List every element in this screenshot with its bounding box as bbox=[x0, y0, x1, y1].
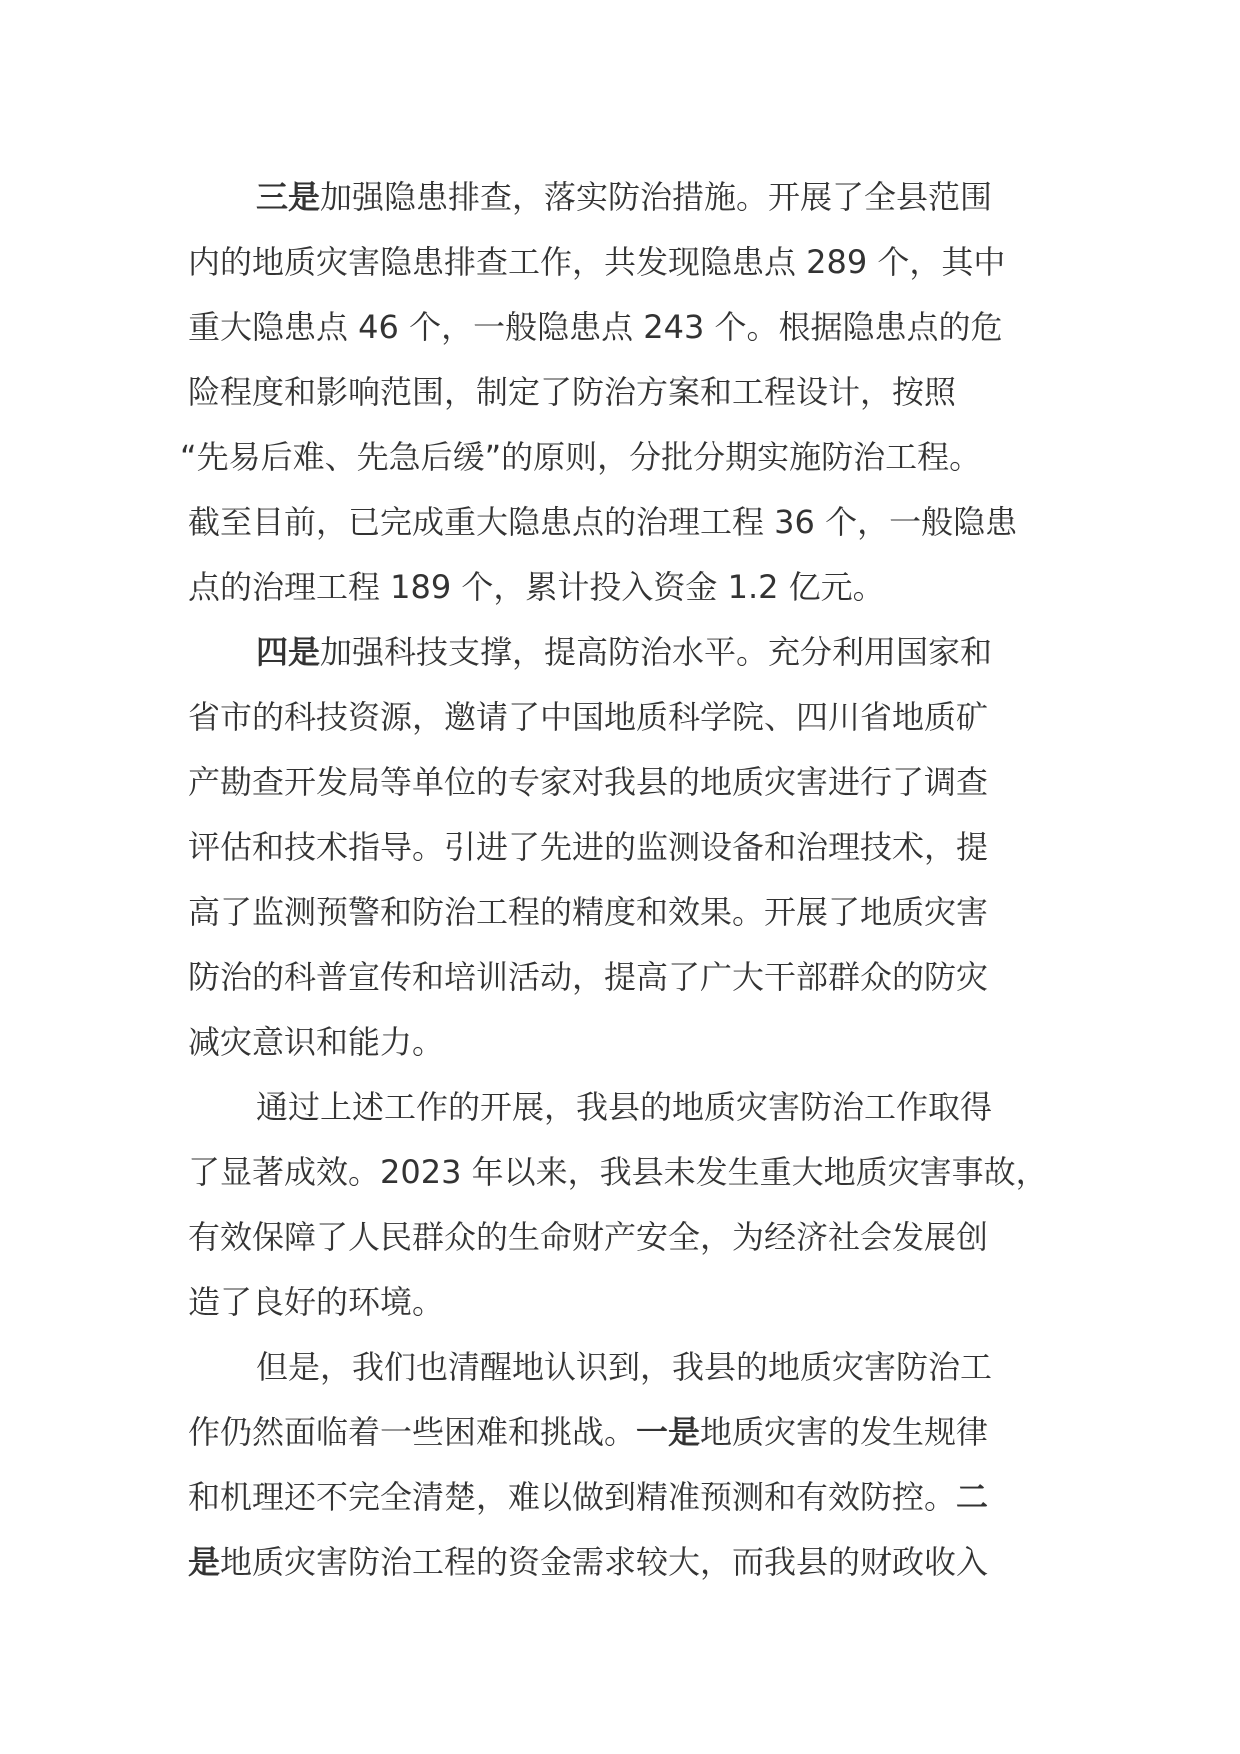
paragraph-text: 和机理还不完全清楚，难以做到精准预测和有效防控。 bbox=[188, 1478, 957, 1516]
paragraph-line: 通过上述工作的开展，我县的地质灾害防治工作取得 bbox=[256, 1088, 993, 1126]
paragraph-line: 有效保障了人民群众的生命财产安全，为经济社会发展创 bbox=[188, 1218, 989, 1256]
paragraph-text: 作仍然面临着一些困难和挑战。 bbox=[188, 1413, 637, 1451]
paragraph-line: 高了监测预警和防治工程的精度和效果。开展了地质灾害 bbox=[188, 893, 989, 931]
paragraph-lead: 一是 bbox=[636, 1413, 701, 1451]
paragraph-line: 险程度和影响范围，制定了防治方案和工程设计，按照 bbox=[188, 373, 957, 411]
paragraph-line bbox=[188, 1465, 1068, 1530]
paragraph-text: 加强科技支撑，提高防治水平。充分利用国家和 bbox=[320, 633, 993, 671]
paragraph-line: 重大隐患点 46 个，一般隐患点 243 个。根据隐患点的危 bbox=[188, 308, 1003, 346]
paragraph-6 bbox=[188, 1335, 1068, 1595]
paragraph-line: 造了良好的环境。 bbox=[188, 1283, 445, 1321]
paragraph-lead: 是 bbox=[188, 1543, 221, 1581]
paragraph-line: 产勘查开发局等单位的专家对我县的地质灾害进行了调查 bbox=[188, 763, 989, 801]
paragraph-text: 加强隐患排查，落实防治措施。开展了全县范围 bbox=[320, 178, 993, 216]
paragraph-text: 地质灾害的发生规律 bbox=[700, 1413, 989, 1451]
paragraph-line: 但是，我们也清醒地认识到，我县的地质灾害防治工 bbox=[256, 1348, 993, 1386]
paragraph-line: “先易后难、先急后缓”的原则，分批分期实施防治工程。 bbox=[180, 438, 982, 476]
paragraph-lead: 二 bbox=[956, 1478, 989, 1516]
paragraph-line: 评估和技术指导。引进了先进的监测设备和治理技术，提 bbox=[188, 828, 989, 866]
paragraph-line: 截至目前，已完成重大隐患点的治理工程 36 个，一般隐患 bbox=[188, 503, 1018, 541]
paragraph-line: 减灾意识和能力。 bbox=[188, 1023, 445, 1061]
paragraph-line: 了显著成效。2023 年以来，我县未发生重大地质灾害事故， bbox=[188, 1153, 1048, 1191]
paragraph-5 bbox=[188, 1075, 1068, 1335]
paragraph-line: 省市的科技资源，邀请了中国地质科学院、四川省地质矿 bbox=[188, 698, 989, 736]
paragraph-lead: 四是 bbox=[256, 633, 321, 671]
paragraph-line: 防治的科普宣传和培训活动，提高了广大干部群众的防灾 bbox=[188, 958, 989, 996]
paragraph-line: 内的地质灾害隐患排查工作，共发现隐患点 289 个，其中 bbox=[188, 243, 1006, 281]
paragraph-lead: 三是 bbox=[256, 178, 321, 216]
paragraph-text: 地质灾害防治工程的资金需求较大，而我县的财政收入 bbox=[220, 1543, 989, 1581]
paragraph-line bbox=[188, 1530, 1068, 1595]
paragraph-line bbox=[188, 165, 1068, 230]
document-page bbox=[180, 165, 1068, 1595]
paragraph-3 bbox=[180, 165, 1068, 620]
paragraph-line bbox=[188, 1400, 1068, 1465]
paragraph-line: 点的治理工程 189 个，累计投入资金 1.2 亿元。 bbox=[188, 568, 885, 606]
paragraph-line bbox=[188, 620, 1068, 685]
paragraph-4 bbox=[188, 620, 1068, 1075]
